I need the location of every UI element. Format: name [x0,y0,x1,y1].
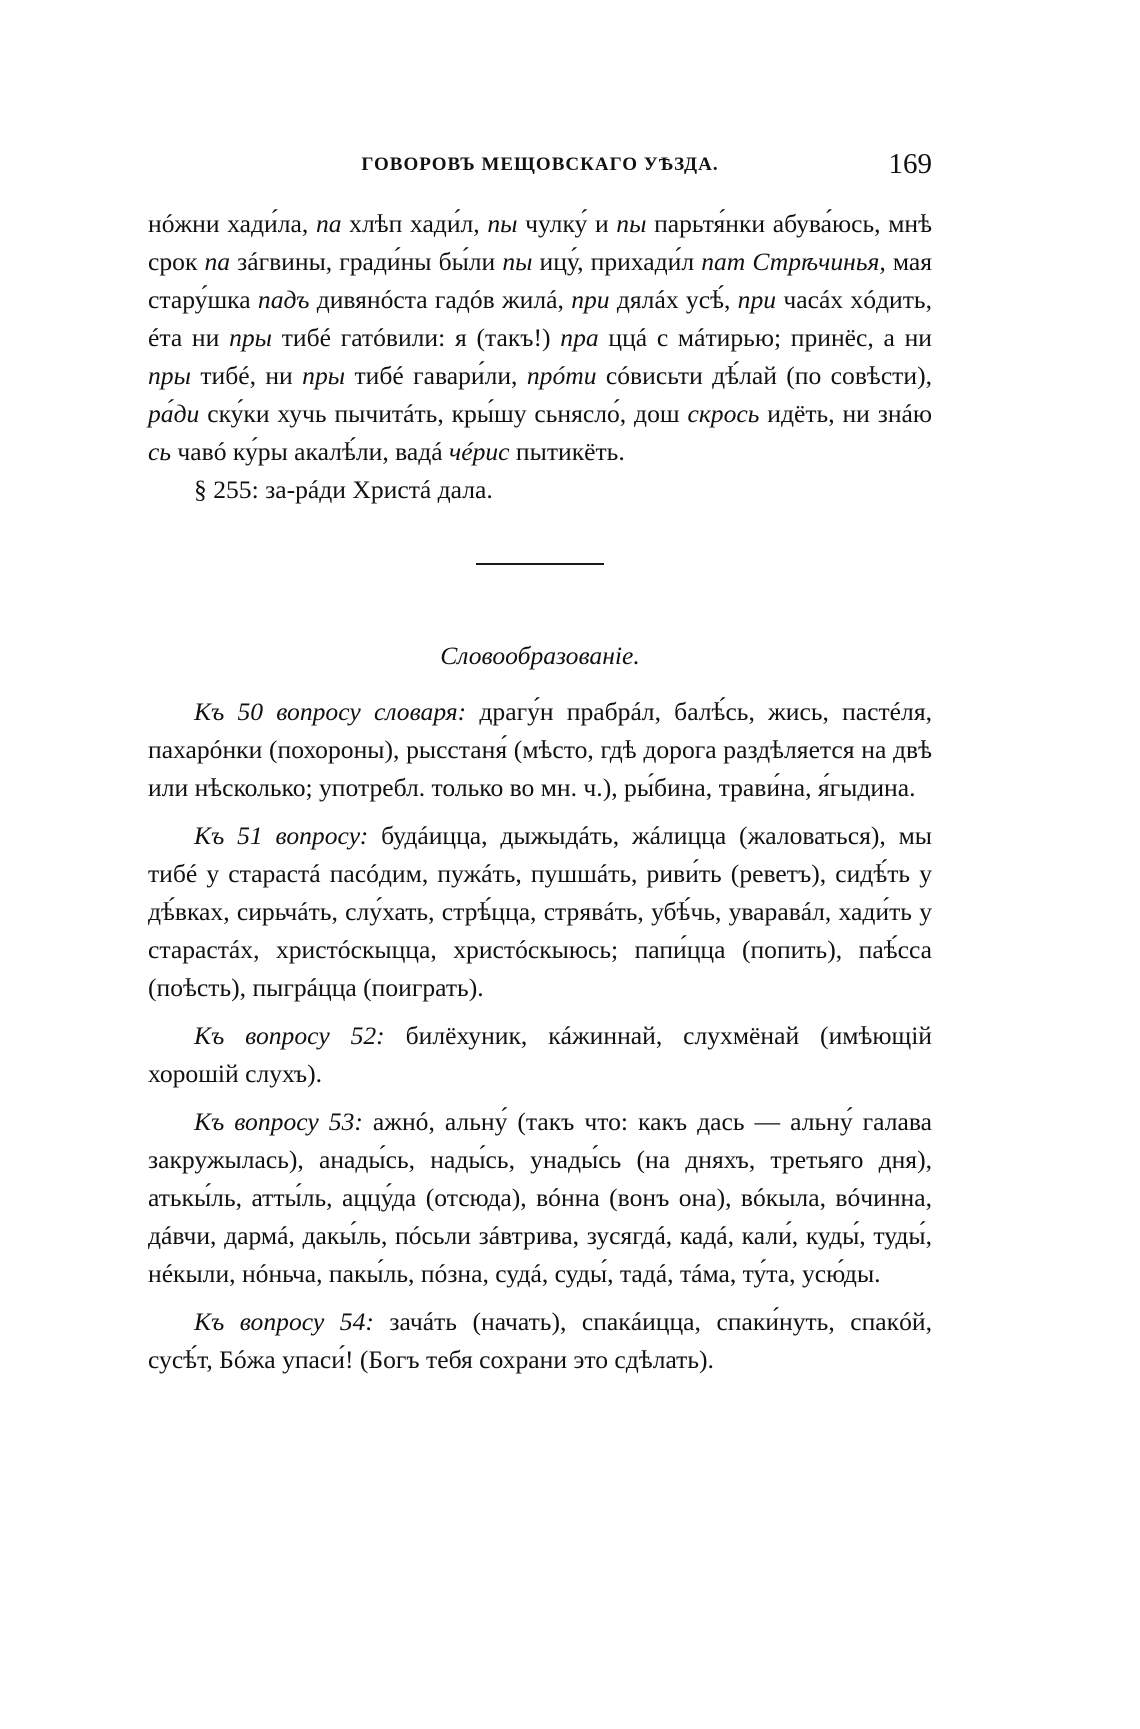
italic-run: пры [302,361,346,390]
text-run: идёть, ни знáю [759,399,932,428]
page-number: 169 [888,148,932,180]
text-run: чулку́ и [517,209,617,238]
text-run: ицу́, прихади́л [532,247,702,276]
paragraph-text: драгу́н прабрáл, балѣ́сь, жись, пастéля, пахарóнки (похороны), рысстаня́ (мѣсто, гдѣ дорога раздѣляется на двѣ или нѣсколько; употребл. только во мн. ч.), ры́бина, трави́на, я́гыдина. [148,697,932,802]
question-label: Къ 51 вопросу: [194,821,369,850]
text-run: часáх хóдить, éта ни [148,285,932,352]
italic-run: па [315,209,342,238]
question-label: Къ вопросу 54: [194,1307,374,1336]
text-run: ску́ки хучь пычитáть, кры́шу сьнясло́, дош [199,399,688,428]
italic-run: пат Стрѣчинья, [701,247,886,276]
paragraph-q54 [148,1303,932,1379]
paragraph-q50 [148,693,932,807]
italic-run: пы [616,209,647,238]
italic-run: чéрис [449,437,510,466]
text-run: тибé гатóвили: я (такъ!) [272,323,561,352]
paragraph-q51 [148,817,932,1007]
section-heading: Словообразованіе. [440,641,640,670]
text-run: пытикёть. [509,437,625,466]
text-run: ццá с мáтирью; принёс, а ни [598,323,932,352]
section-reference: § 255: за-рáди Христá дала. [194,475,493,504]
text-run: хлѣп хади́л, [341,209,488,238]
paragraph-text: будáицца, дыжыдáть, жáлицца (жаловаться), мы тибé у старастá пасóдим, пужáть, пушшáть, риви́ть (реветъ), сидѣ́ть у дѣ́вках, сирьчáть, слу́хать, стрѣ́цца, стрявáть, убѣ́чь, уваравáл, хади́ть у старастáх, христóскыцца, христóскыюсь; папи́цца (попить), паѣ́сса (поѣсть), пыгрáцца (поиграть). [148,821,932,1002]
running-title: ГОВОРОВЪ МЕЩОВСКАГО УѢЗДА. [361,154,719,175]
continued-paragraph [148,205,932,471]
italic-run: при [571,285,610,314]
question-label: Къ вопросу 53: [194,1107,363,1136]
text-run: нóжни хади́ла, [148,209,316,238]
paragraph-text: ажнó, альну́ (такъ что: какъ дась — альну́ галава закружылась), анады́сь, нады́сь, унады́сь (на дняхъ, третьяго дня), атькы́ль, атты́ль, аццу́да (отсюда), вóнна (вонъ она), вóкыла, вóчинна, дáвчи, дармá, дакы́ль, пóсьли зáвтрива, зусягдá, кадá, кали́, куды́, туды́, нéкыли, нóньча, пакы́ль, пóзна, судá, суды́, тадá, тáма, ту́та, усю́ды. [148,1107,932,1288]
text-run: дялáх усѣ́, [609,285,738,314]
italic-run: пры [148,361,191,390]
italic-run: пра [560,323,599,352]
italic-run: прóти [526,361,597,390]
italic-run: ра́ди [148,399,200,428]
italic-run: пры [229,323,272,352]
italic-run: сь [148,437,172,466]
question-label: Къ 50 вопросу словаря: [194,697,467,726]
text-run: парьтя́нки абува́юсь, мнѣ срок [148,209,933,276]
text-run: чавó ку́ры акалѣ́ли, вадá [171,437,449,466]
italic-run: при [737,285,777,314]
text-run: тибé гавари́ли, [345,361,527,390]
italic-run: пы [487,209,518,238]
text-run: тибé, ни [190,361,303,390]
page-header [148,150,932,190]
section-body [148,693,932,1379]
paragraph-q52 [148,1017,932,1093]
italic-run: пы [502,247,533,276]
paragraph-q53 [148,1103,932,1293]
section-divider [476,563,604,565]
question-label: Къ вопросу 52: [194,1021,385,1050]
italic-run: падъ [257,285,310,314]
text-run: дивянóста гадóв жилá, [309,285,572,314]
italic-run: скрось [687,399,760,428]
text-run: зáгвины, гради́ны бы́ли [230,247,503,276]
paragraph-text: зачáть (начать), спакáицца, спаки́нуть, спакóй, сусѣ́т, Бóжа упаси́! (Богъ тебя сохрани это сдѣлать). [148,1307,932,1374]
text-run: сóвисьти дѣ́лай (по совѣсти), [596,361,932,390]
paragraph-text: билёхуник, кáжиннай, слухмёнай (имѣющій хорошій слухъ). [148,1021,932,1088]
text-run: мая стару́шка [148,247,932,314]
italic-run: па [204,247,231,276]
body-text [148,205,932,1379]
